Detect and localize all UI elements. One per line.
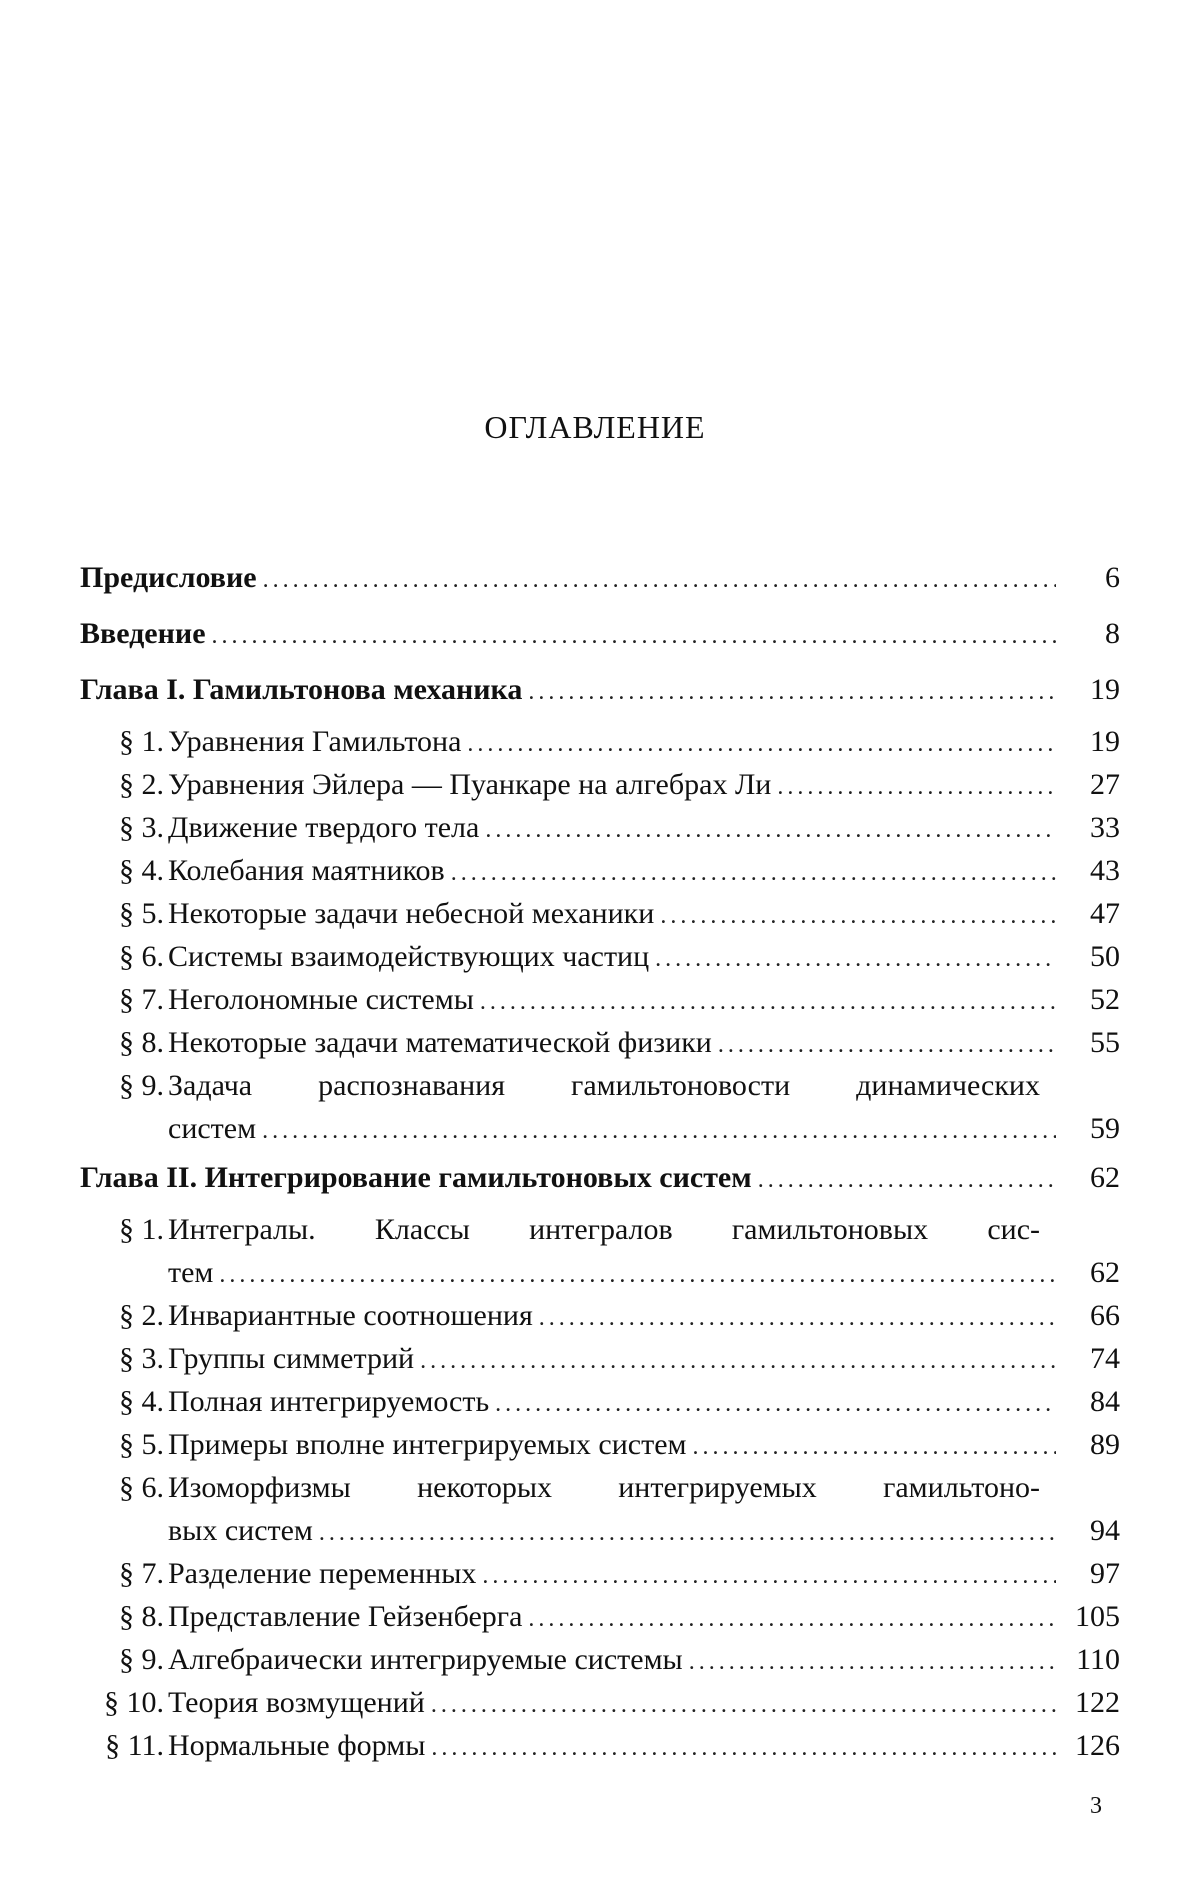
- page-number: 33: [1090, 811, 1120, 844]
- section-number: § 3.: [119, 1342, 164, 1375]
- entry-label: Нормальные формы: [168, 1729, 426, 1762]
- entry-label: Инвариантные соотношения: [168, 1299, 533, 1332]
- entry-label: Представление Гейзенберга: [168, 1600, 523, 1633]
- section-number: § 2.: [119, 1299, 164, 1332]
- toc-entry-section[interactable]: [80, 1728, 1120, 1771]
- toc-entry-section[interactable]: [80, 1642, 1120, 1685]
- entry-label: Уравнения Эйлера — Пуанкаре на алгебрах Ли: [168, 768, 772, 801]
- page-number: 55: [1090, 1026, 1120, 1059]
- dot-leader: [482, 1558, 1056, 1594]
- dot-leader: [485, 812, 1056, 848]
- entry-label-line-1: Интегралы. Классы интегралов гамильтоновых сис-: [168, 1213, 1040, 1246]
- dot-leader: [528, 1601, 1056, 1637]
- section-number: § 8.: [119, 1026, 164, 1059]
- section-number: § 9.: [119, 1069, 164, 1102]
- toc-entry-section[interactable]: [80, 982, 1120, 1025]
- page-number: 50: [1090, 940, 1120, 973]
- dot-leader: [693, 1429, 1057, 1465]
- page-number: 66: [1090, 1299, 1120, 1332]
- page-number: 8: [1105, 617, 1120, 650]
- toc-entry-section[interactable]: [80, 1025, 1120, 1068]
- entry-label: Системы взаимодействующих частиц: [168, 940, 650, 973]
- dot-leader: [467, 726, 1056, 762]
- entry-label: Глава II. Интегрирование гамильтоновых систем: [80, 1161, 752, 1194]
- section-number: § 8.: [119, 1600, 164, 1633]
- page-number: 94: [1090, 1514, 1120, 1547]
- section-number: § 6.: [119, 940, 164, 973]
- dot-leader: [777, 769, 1056, 805]
- page-folio-number: 3: [1090, 1793, 1102, 1819]
- dot-leader: [539, 1300, 1056, 1336]
- dot-leader: [718, 1027, 1056, 1063]
- page-number: 89: [1090, 1428, 1120, 1461]
- entry-label: Группы симметрий: [168, 1342, 415, 1375]
- toc-entry-section[interactable]: [80, 724, 1120, 767]
- toc-entry-section[interactable]: [80, 896, 1120, 939]
- entry-label: Уравнения Гамильтона: [168, 725, 462, 758]
- dot-leader: [660, 898, 1056, 934]
- dot-leader: [319, 1515, 1056, 1551]
- entry-label: Неголономные системы: [168, 983, 474, 1016]
- section-number: § 7.: [119, 983, 164, 1016]
- page-number: 122: [1075, 1686, 1120, 1719]
- dot-leader: [431, 1730, 1056, 1766]
- page-number: 62: [1090, 1161, 1120, 1194]
- table-of-contents: [80, 560, 1120, 1771]
- page-number: 110: [1076, 1643, 1120, 1676]
- entry-label: Предисловие: [80, 561, 257, 594]
- section-number: § 2.: [119, 768, 164, 801]
- toc-entry-chapter-2[interactable]: [80, 1160, 1120, 1212]
- entry-label-line-2: вых систем: [168, 1514, 313, 1547]
- entry-label: Движение твердого тела: [168, 811, 480, 844]
- dot-leader: [528, 674, 1056, 710]
- entry-label: Колебания маятников: [168, 854, 445, 887]
- section-number: § 11.: [105, 1729, 164, 1762]
- entry-label: Некоторые задачи математической физики: [168, 1026, 712, 1059]
- page-number: 52: [1090, 983, 1120, 1016]
- toc-entry-section[interactable]: [80, 1470, 1120, 1556]
- dot-leader: [451, 855, 1056, 891]
- page-number: 6: [1105, 561, 1120, 594]
- dot-leader: [431, 1687, 1056, 1723]
- toc-entry-section[interactable]: [80, 939, 1120, 982]
- section-number: § 5.: [119, 897, 164, 930]
- toc-entry-introduction[interactable]: [80, 616, 1120, 672]
- entry-label: Теория возмущений: [168, 1686, 425, 1719]
- page-number: 47: [1090, 897, 1120, 930]
- dot-leader: [689, 1644, 1056, 1680]
- dot-leader: [262, 1113, 1056, 1149]
- toc-entry-section[interactable]: [80, 1384, 1120, 1427]
- section-number: § 1.: [119, 725, 164, 758]
- dot-leader: [480, 984, 1056, 1020]
- entry-label-line-1: Изоморфизмы некоторых интегрируемых гамильтоно-: [168, 1471, 1040, 1504]
- entry-label-line-2: систем: [168, 1112, 257, 1145]
- page-number: 126: [1075, 1729, 1120, 1762]
- section-number: § 1.: [119, 1213, 164, 1246]
- section-number: § 10.: [104, 1686, 164, 1719]
- page-number: 27: [1090, 768, 1120, 801]
- page-number: 84: [1090, 1385, 1120, 1418]
- section-number: § 5.: [119, 1428, 164, 1461]
- page-number: 62: [1090, 1256, 1120, 1289]
- entry-label: Примеры вполне интегрируемых систем: [168, 1428, 687, 1461]
- page-number: 19: [1090, 673, 1120, 706]
- entry-label: Алгебраически интегрируемые системы: [168, 1643, 683, 1676]
- dot-leader: [212, 618, 1056, 654]
- entry-label: Введение: [80, 617, 206, 650]
- toc-entry-section[interactable]: [80, 1556, 1120, 1599]
- page-number: 105: [1075, 1600, 1120, 1633]
- page-number: 74: [1090, 1342, 1120, 1375]
- dot-leader: [495, 1386, 1056, 1422]
- toc-entry-section[interactable]: [80, 1068, 1120, 1154]
- section-number: § 4.: [119, 1385, 164, 1418]
- toc-entry-section[interactable]: [80, 1427, 1120, 1470]
- toc-entry-preface[interactable]: [80, 560, 1120, 616]
- toc-entry-section[interactable]: [80, 767, 1120, 810]
- toc-entry-section[interactable]: [80, 1685, 1120, 1728]
- dot-leader: [219, 1257, 1056, 1293]
- page-number: 59: [1090, 1112, 1120, 1145]
- page-number: 19: [1090, 725, 1120, 758]
- entry-label-line-2: тем: [168, 1256, 214, 1289]
- page-number: 97: [1090, 1557, 1120, 1590]
- toc-entry-section[interactable]: [80, 1298, 1120, 1341]
- toc-entry-section[interactable]: [80, 853, 1120, 896]
- toc-entry-chapter-1[interactable]: [80, 672, 1120, 724]
- toc-entry-section[interactable]: [80, 810, 1120, 853]
- toc-entry-section[interactable]: [80, 1341, 1120, 1384]
- entry-label: Полная интегрируемость: [168, 1385, 490, 1418]
- section-number: § 7.: [119, 1557, 164, 1590]
- toc-entry-section[interactable]: [80, 1599, 1120, 1642]
- dot-leader: [655, 941, 1056, 977]
- entry-label-line-1: Задача распознавания гамильтоновости динамических: [168, 1069, 1040, 1102]
- page-number: 43: [1090, 854, 1120, 887]
- toc-entry-section[interactable]: [80, 1212, 1120, 1298]
- dot-leader: [420, 1343, 1056, 1379]
- entry-label: Глава I. Гамильтонова механика: [80, 673, 523, 706]
- section-number: § 3.: [119, 811, 164, 844]
- section-number: § 9.: [119, 1643, 164, 1676]
- dot-leader: [758, 1162, 1056, 1198]
- section-number: § 4.: [119, 854, 164, 887]
- page-title: ОГЛАВЛЕНИЕ: [484, 409, 706, 445]
- entry-label: Разделение переменных: [168, 1557, 477, 1590]
- section-number: § 6.: [119, 1471, 164, 1504]
- entry-label: Некоторые задачи небесной механики: [168, 897, 655, 930]
- dot-leader: [263, 562, 1056, 598]
